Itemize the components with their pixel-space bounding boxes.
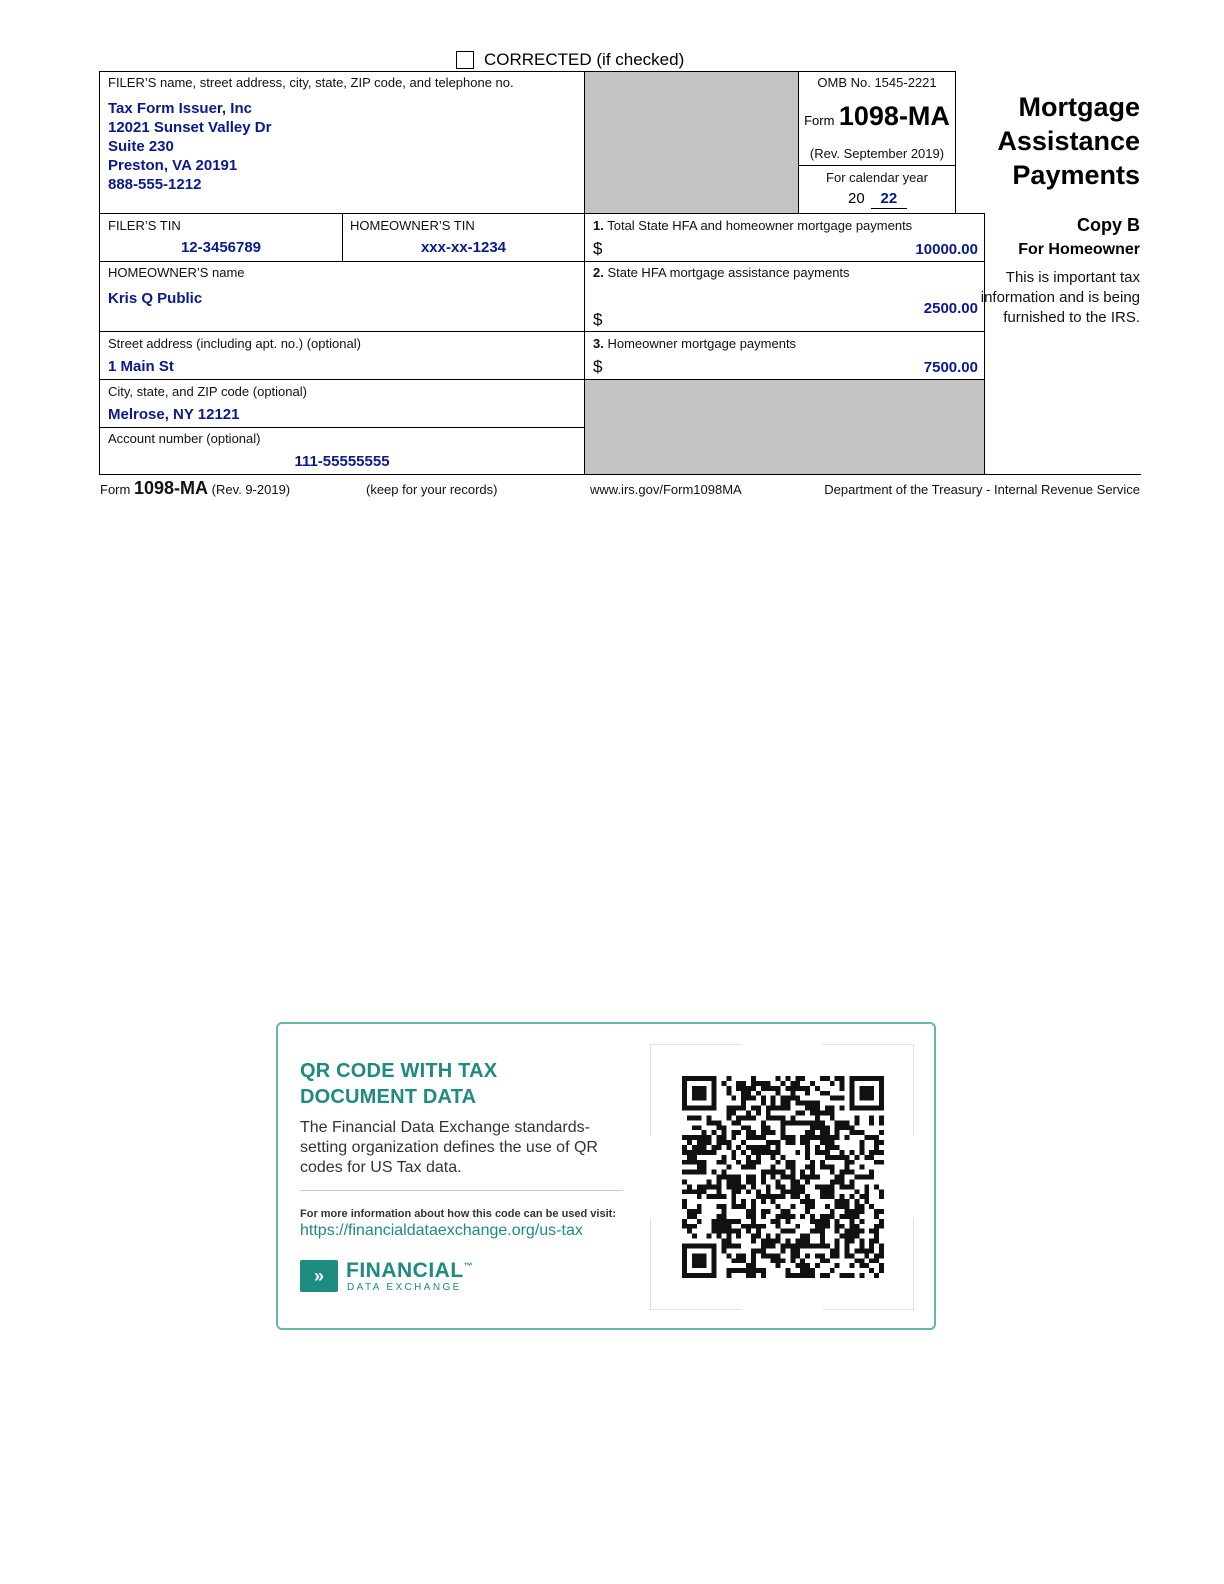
calendar-year (848, 189, 907, 209)
filer-address (108, 99, 271, 194)
qr-code-icon (682, 1076, 884, 1278)
important-info-text: This is important tax information and is being furnished to the IRS. (980, 269, 1140, 326)
filer-tin[interactable]: 12-3456789 (180, 239, 262, 256)
qr-card-heading: QR CODE WITH TAX DOCUMENT DATA (300, 1060, 498, 1108)
account-label: Account number (optional) (108, 431, 261, 446)
title-line-1: Mortgage (1018, 92, 1140, 122)
box2-dollar: $ (593, 310, 603, 329)
fdx-brand-subtitle: DATA EXCHANGE (347, 1282, 462, 1293)
box1-text: Total State HFA and homeowner mortgage payments (607, 218, 913, 233)
qr-card-link[interactable]: https://financialdataexchange.org/us-tax (300, 1222, 583, 1239)
qr-card-divider (300, 1190, 623, 1191)
form-id (799, 101, 955, 132)
filer-city: Preston, VA 20191 (108, 157, 238, 174)
form-title (997, 90, 1140, 192)
footer-revision: (Rev. 9-2019) (211, 482, 291, 497)
corrected-checkbox[interactable] (456, 51, 474, 69)
box2-value[interactable]: 2500.00 (923, 300, 978, 317)
street-label: Street address (including apt. no.) (optional) (108, 336, 361, 351)
corrected-row (456, 50, 684, 70)
year-prefix: 20 (848, 190, 865, 207)
qr-card-more-info: For more information about how this code can be used visit: (300, 1208, 616, 1220)
calendar-year-label: For calendar year (826, 170, 928, 185)
homeowner-city[interactable]: Melrose, NY 12121 (108, 406, 240, 423)
fdx-trademark: ™ (463, 1261, 474, 1271)
footer-form-number: 1098-MA (133, 478, 208, 498)
footer-form-prefix: Form (100, 482, 131, 497)
title-line-3: Payments (1012, 160, 1140, 190)
box3-text: Homeowner mortgage payments (607, 336, 797, 351)
title-line-2: Assistance (997, 126, 1140, 156)
footer-department: Department of the Treasury - Internal Revenue Service (824, 482, 1140, 497)
box2-number: 2. (593, 265, 604, 280)
box2-label (593, 265, 850, 280)
box3-label (593, 336, 796, 351)
homeowner-name[interactable]: Kris Q Public (108, 290, 203, 307)
box2-text: State HFA mortgage assistance payments (607, 265, 850, 280)
fdx-brand-name (346, 1259, 473, 1283)
corrected-label: CORRECTED (if checked) (484, 50, 685, 69)
form-prefix: Form (804, 113, 835, 128)
year-suffix[interactable]: 22 (880, 190, 898, 207)
filer-phone: 888-555-1212 (108, 176, 202, 193)
form-number: 1098-MA (838, 101, 950, 131)
filer-street: 12021 Sunset Valley Dr (108, 119, 272, 136)
qr-card-body: The Financial Data Exchange standards-setting organization defines the use of QR codes for US Tax data. (300, 1119, 598, 1176)
copy-label: Copy B (1077, 215, 1140, 235)
box3-value[interactable]: 7500.00 (923, 359, 978, 376)
filer-suite: Suite 230 (108, 138, 174, 155)
box1-value[interactable]: 10000.00 (915, 241, 978, 258)
shaded-box-bottom (585, 380, 984, 474)
homeowner-tin[interactable]: xxx-xx-1234 (420, 239, 507, 256)
copy-recipient: For Homeowner (1018, 241, 1140, 258)
filer-name: Tax Form Issuer, Inc (108, 100, 252, 117)
box3-dollar: $ (593, 357, 603, 376)
form-revision: (Rev. September 2019) (809, 146, 945, 161)
footer-keep-records: (keep for your records) (366, 482, 498, 497)
box1-dollar: $ (593, 239, 603, 258)
city-label: City, state, and ZIP code (optional) (108, 384, 307, 399)
box3-number: 3. (593, 336, 604, 351)
footer-form-id (100, 478, 290, 499)
homeowner-tin-label: HOMEOWNER’S TIN (350, 218, 475, 233)
fdx-logo-mark: » (313, 1265, 324, 1286)
homeowner-street[interactable]: 1 Main St (108, 358, 174, 375)
box1-number: 1. (593, 218, 604, 233)
qr-info-card (276, 1022, 936, 1330)
footer-url[interactable]: www.irs.gov/Form1098MA (590, 482, 742, 497)
filer-tin-label: FILER’S TIN (108, 218, 181, 233)
filer-label: FILER’S name, street address, city, state, ZIP code, and telephone no. (108, 75, 514, 90)
account-number[interactable]: 111-55555555 (294, 453, 390, 470)
shaded-box-top (585, 72, 798, 213)
fdx-logo-icon (300, 1260, 338, 1292)
fdx-brand-word: FINANCIAL (346, 1259, 464, 1282)
omb-number: OMB No. 1545-2221 (817, 75, 937, 90)
homeowner-name-label: HOMEOWNER’S name (108, 265, 245, 280)
box1-label (593, 218, 912, 233)
